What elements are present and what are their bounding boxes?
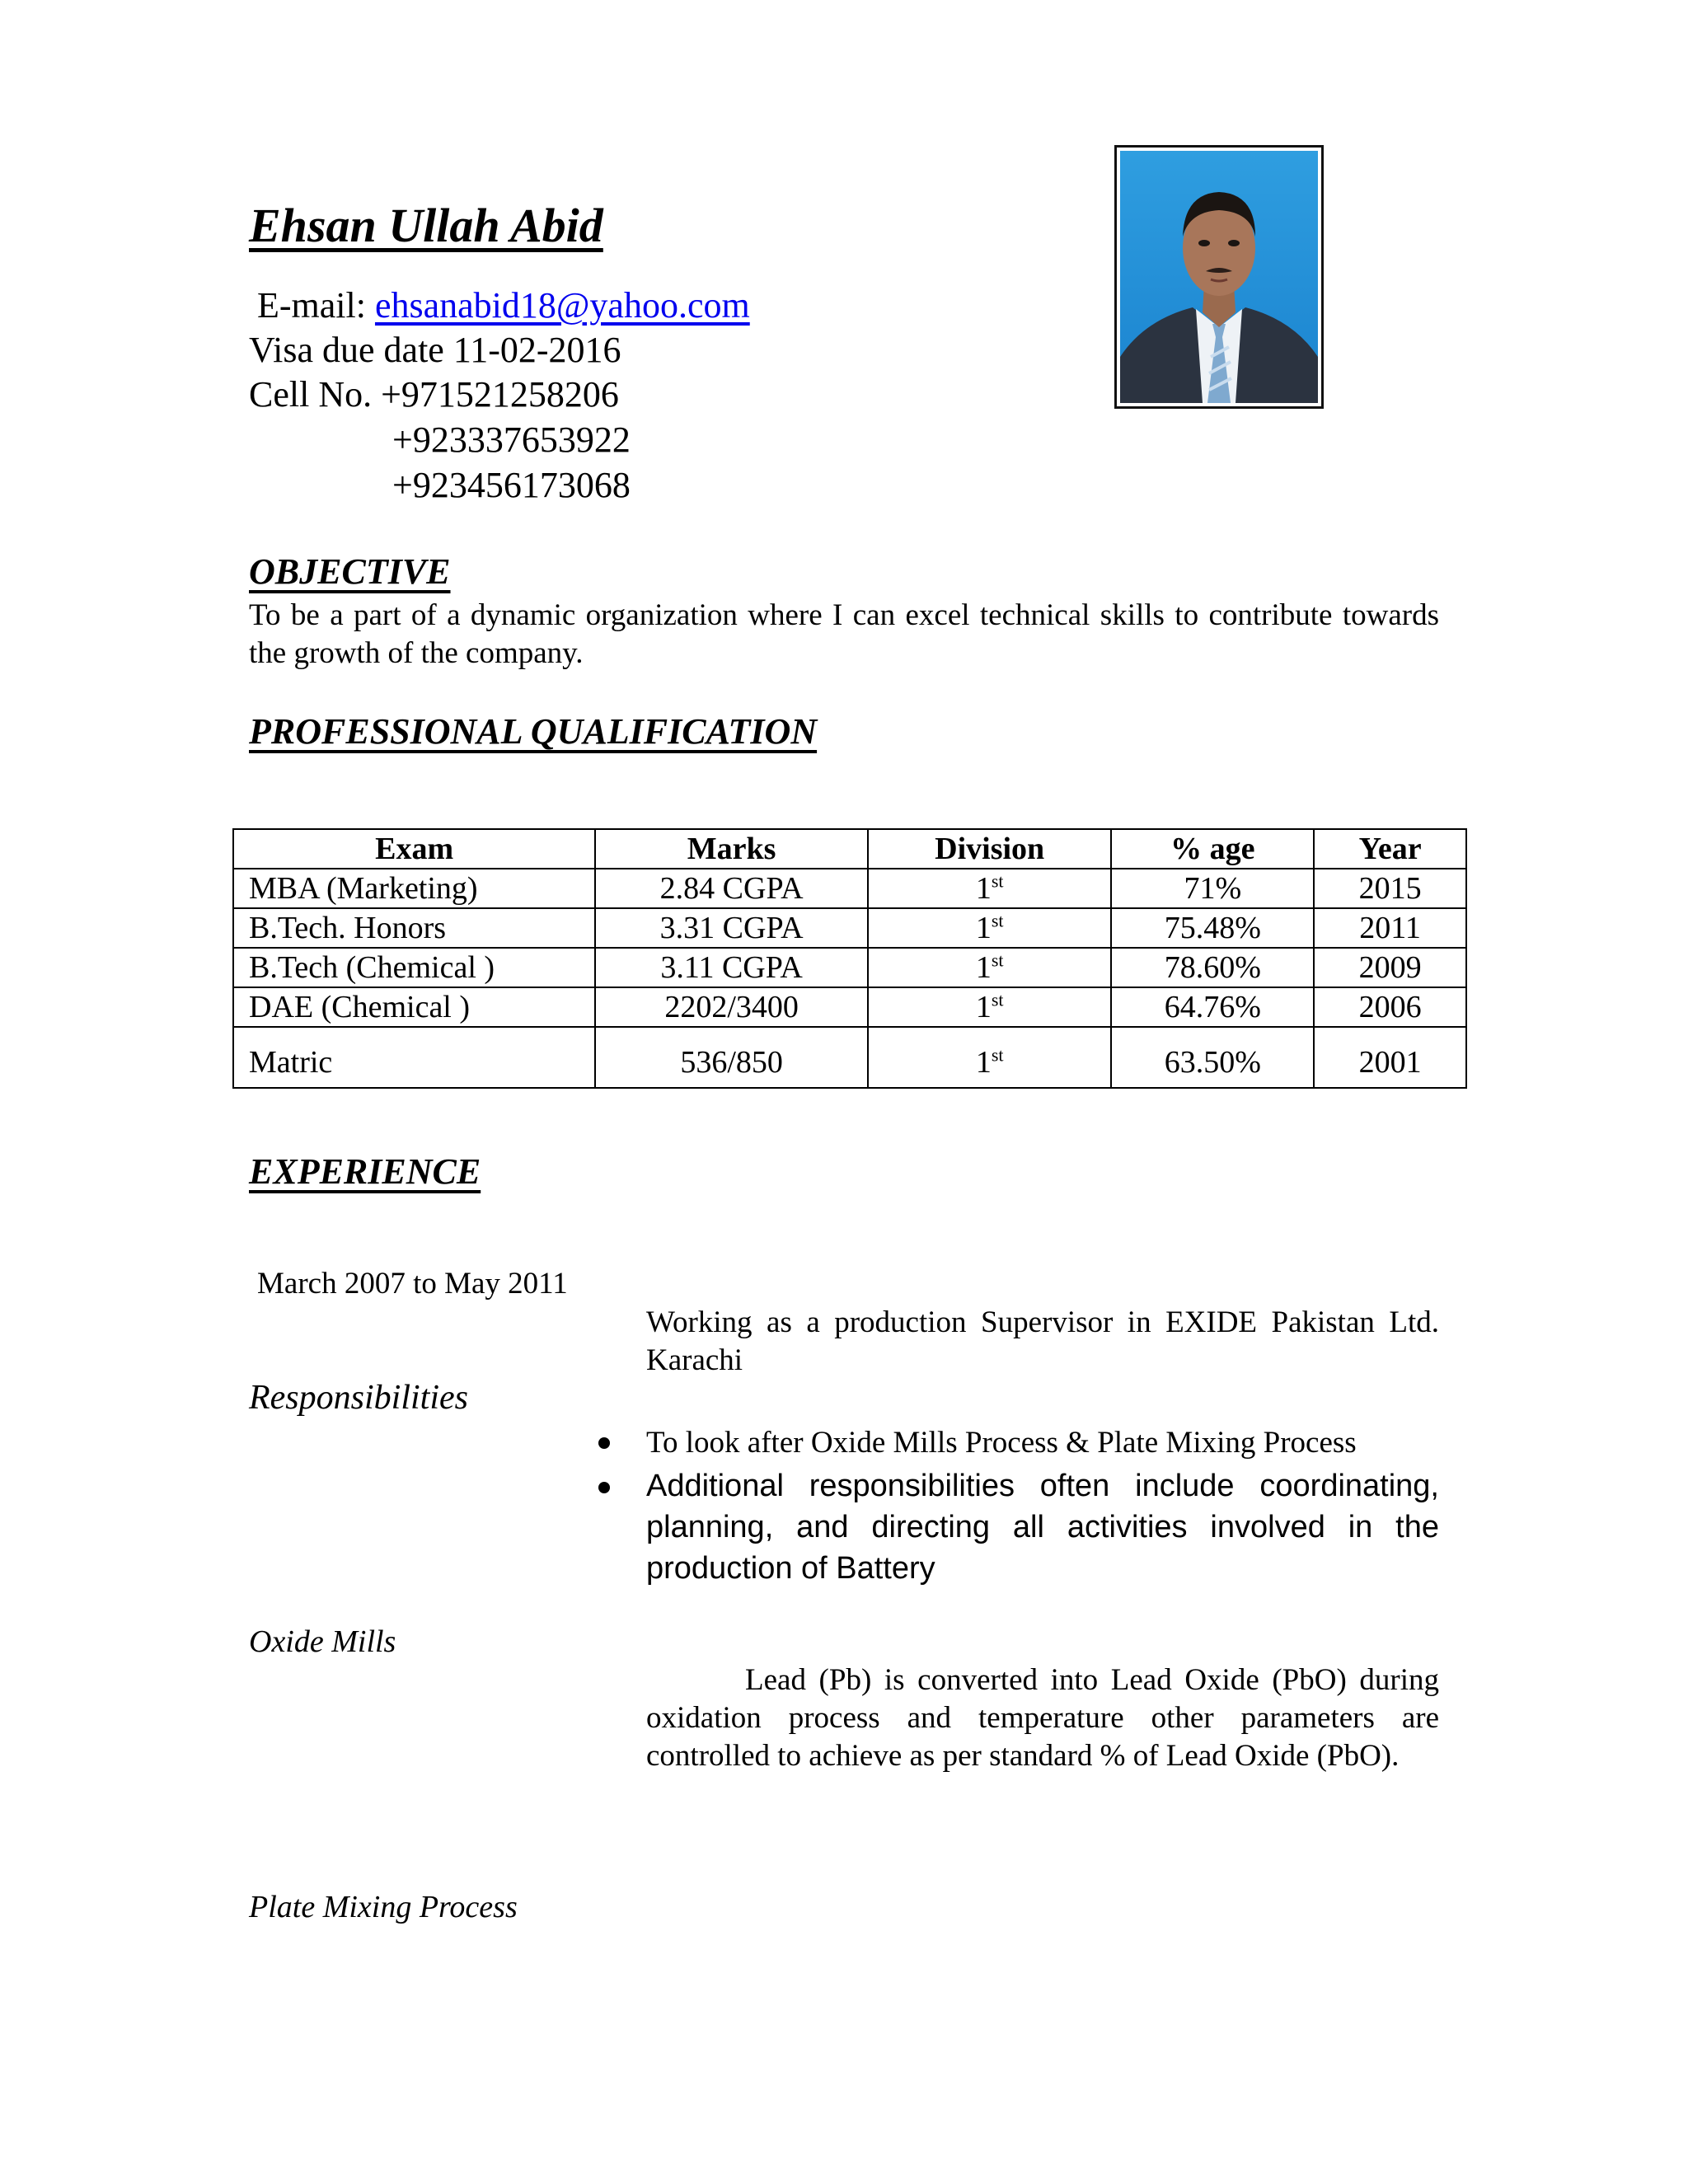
experience-heading: EXPERIENCE [249, 1151, 481, 1192]
cell-exam: MBA (Marketing) [233, 869, 595, 908]
cell-percentage: 71% [1111, 869, 1314, 908]
plate-mixing-label: Plate Mixing Process [249, 1890, 518, 1924]
phone-1: +971521258206 [381, 374, 619, 415]
qualification-heading: PROFESSIONAL QUALIFICATION [249, 711, 818, 752]
candidate-name: Ehsan Ullah Abid [249, 199, 603, 252]
visa-due-date: Visa due date 11-02-2016 [249, 330, 621, 370]
portrait-image [1120, 151, 1318, 403]
cell-exam: B.Tech (Chemical ) [233, 948, 595, 987]
cell-division: 1st [868, 948, 1112, 987]
responsibility-text: To look after Oxide Mills Process & Plate Mixing Process [646, 1426, 1357, 1460]
cell-marks: 2202/3400 [595, 987, 868, 1027]
cell-exam: Matric [233, 1027, 595, 1088]
objective-heading: OBJECTIVE [249, 551, 451, 592]
cell-year: 2006 [1314, 987, 1466, 1027]
cell-percentage: 78.60% [1111, 948, 1314, 987]
cell-percentage: 75.48% [1111, 908, 1314, 948]
oxide-mills-label: Oxide Mills [249, 1624, 396, 1659]
table-row [233, 869, 1466, 908]
list-item [646, 1424, 1439, 1462]
cell-line [249, 373, 619, 417]
cell-exam: DAE (Chemical ) [233, 987, 595, 1027]
cell-year: 2015 [1314, 869, 1466, 908]
cell-marks: 3.11 CGPA [595, 948, 868, 987]
cell-percentage: 63.50% [1111, 1027, 1314, 1088]
bullet-icon [598, 1482, 610, 1493]
table-row [233, 1027, 1466, 1088]
profile-photo [1114, 145, 1324, 409]
qualification-table [232, 828, 1467, 1089]
column-header-marks: Marks [595, 829, 868, 869]
cell-division: 1st [868, 869, 1112, 908]
cell-division: 1st [868, 987, 1112, 1027]
email-link[interactable]: ehsanabid18@yahoo.com [374, 285, 750, 326]
cell-percentage: 64.76% [1111, 987, 1314, 1027]
experience-period: March 2007 to May 2011 [257, 1267, 568, 1301]
cell-year: 2009 [1314, 948, 1466, 987]
cell-marks: 2.84 CGPA [595, 869, 868, 908]
responsibilities-label: Responsibilities [249, 1379, 468, 1417]
responsibilities-list [646, 1424, 1439, 1589]
table-row [233, 948, 1466, 987]
column-header-percentage: % age [1111, 829, 1314, 869]
cell-label: Cell No. [249, 374, 373, 415]
column-header-division: Division [868, 829, 1112, 869]
cell-marks: 3.31 CGPA [595, 908, 868, 948]
objective-text: To be a part of a dynamic organization where I can excel technical skills to contribute towards the growth of the company. [249, 598, 1439, 670]
table-row [233, 987, 1466, 1027]
table-header-row [233, 829, 1466, 869]
list-item [646, 1465, 1439, 1589]
cell-division: 1st [868, 1027, 1112, 1088]
column-header-exam: Exam [233, 829, 595, 869]
cell-year: 2001 [1314, 1027, 1466, 1088]
email-line [257, 284, 750, 328]
cell-division: 1st [868, 908, 1112, 948]
email-label: E-mail: [257, 285, 366, 326]
cell-exam: B.Tech. Honors [233, 908, 595, 948]
responsibility-text: Additional responsibilities often include coordinating, planning, and directing all activities involved in the production of Battery [646, 1469, 1439, 1586]
bullet-icon [598, 1437, 610, 1449]
experience-role: Working as a production Supervisor in EXIDE Pakistan Ltd. Karachi [646, 1305, 1439, 1377]
cell-marks: 536/850 [595, 1027, 868, 1088]
table-row [233, 908, 1466, 948]
cell-year: 2011 [1314, 908, 1466, 948]
column-header-year: Year [1314, 829, 1466, 869]
phone-3: +923456173068 [392, 465, 631, 505]
oxide-mills-text: Lead (Pb) is converted into Lead Oxide (PbO) during oxidation process and temperature other parameters are controlled to achieve as per standard % of Lead Oxide (PbO). [646, 1663, 1439, 1773]
phone-2: +923337653922 [392, 419, 631, 460]
